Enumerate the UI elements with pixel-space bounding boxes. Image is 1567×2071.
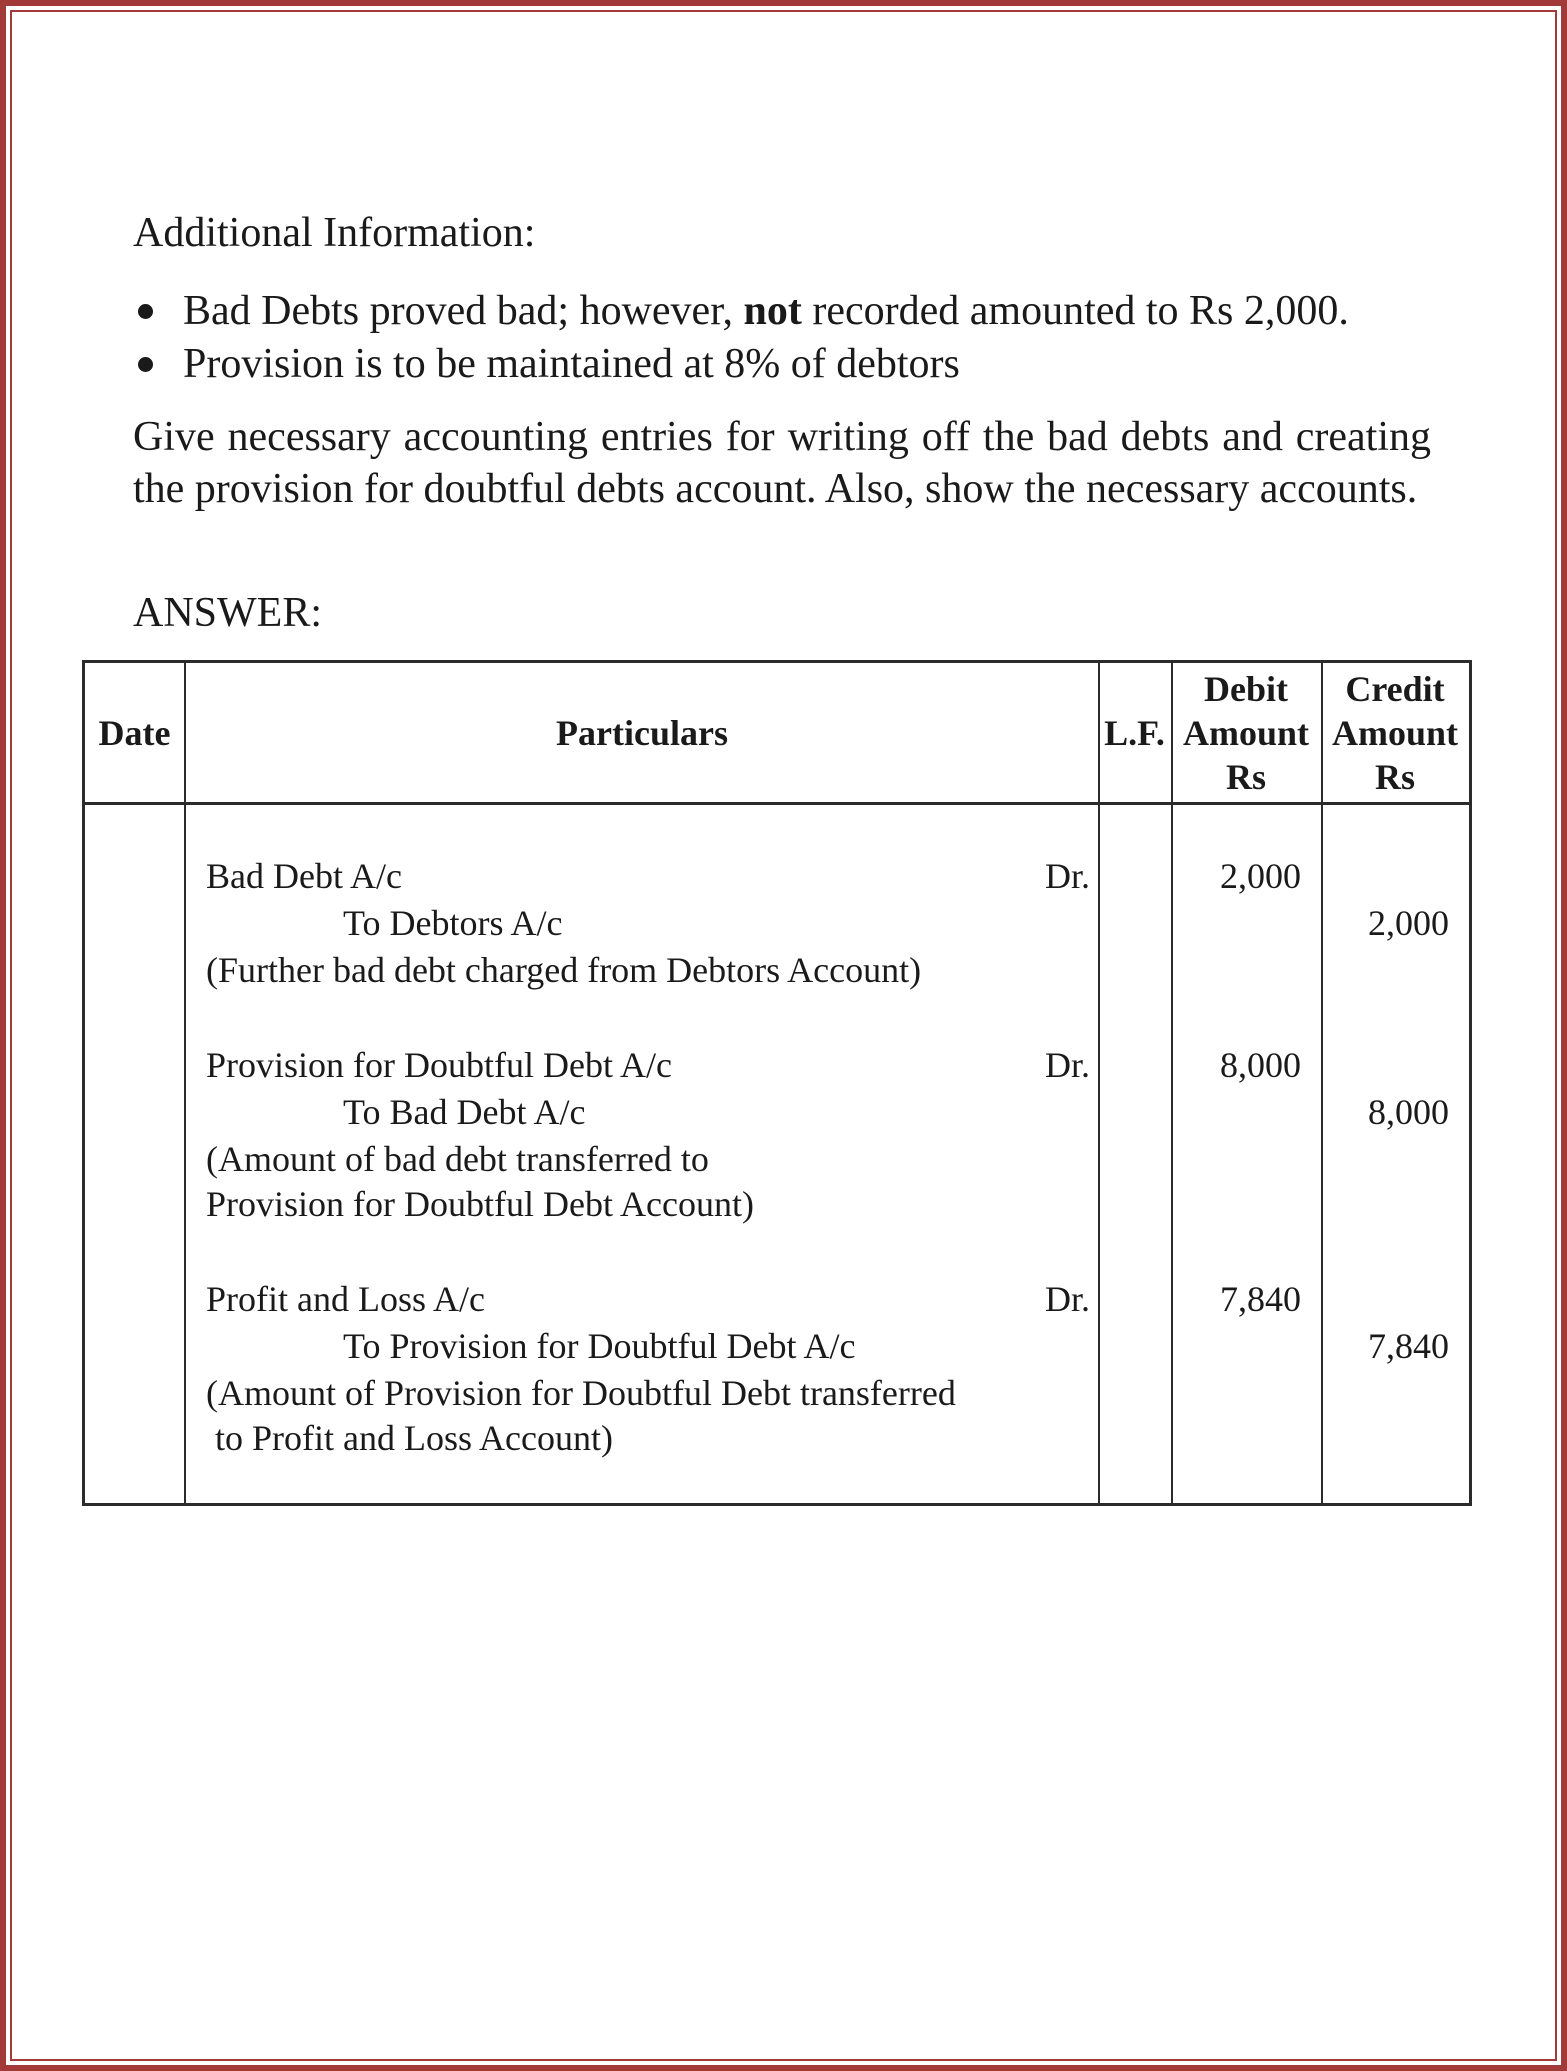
- header-debit-line: Rs: [1225, 756, 1266, 797]
- entry-dr-label: Dr.: [1045, 1045, 1090, 1085]
- entry-narration: (Amount of Provision for Doubtful Debt transferred: [206, 1373, 956, 1413]
- additional-info-list: [133, 285, 1349, 391]
- entry-debit-account: Provision for Doubtful Debt A/c: [206, 1045, 672, 1085]
- list-item: [133, 285, 1349, 338]
- header-particulars: Particulars: [556, 712, 728, 753]
- entry-credit-amount: 8,000: [1368, 1092, 1449, 1132]
- journal-entry-table: [82, 660, 1472, 1506]
- entry-credit-amount: 2,000: [1368, 903, 1449, 943]
- entry-dr-label: Dr.: [1045, 1279, 1090, 1319]
- header-debit-line: Debit: [1204, 668, 1288, 709]
- question-line: Give necessary accounting entries for writing off the bad debts and: [133, 414, 1283, 460]
- additional-info-heading: Additional Information:: [133, 210, 536, 256]
- header-debit-amount: [1171, 663, 1321, 802]
- header-debit-line: Amount: [1182, 712, 1310, 753]
- entry-debit-amount: 7,840: [1220, 1279, 1301, 1319]
- bullet-text-bold: not: [743, 288, 802, 334]
- header-date: Date: [98, 712, 171, 753]
- entry-dr-label: Dr.: [1045, 856, 1090, 896]
- bullet-icon: [138, 357, 153, 372]
- entry-debit-amount: 8,000: [1220, 1045, 1301, 1085]
- header-divider: [85, 802, 1469, 805]
- bullet-text: Provision is to be maintained at 8% of debtors: [183, 341, 960, 387]
- question-line: creating the provision for doubtful debts account. Also, show the: [133, 414, 1432, 512]
- entry-narration: (Further bad debt charged from Debtors Account): [206, 950, 922, 990]
- entry-debit-account: Bad Debt A/c: [206, 856, 402, 896]
- entry-narration: to Profit and Loss Account): [206, 1418, 613, 1458]
- entry-narration: Provision for Doubtful Debt Account): [206, 1184, 754, 1224]
- header-credit-line: Rs: [1374, 756, 1415, 797]
- list-item: [133, 338, 1349, 391]
- header-lf: L.F.: [1104, 712, 1165, 753]
- entry-credit-account: To Provision for Doubtful Debt A/c: [343, 1326, 856, 1366]
- bullet-text-before: Bad Debts proved bad; however,: [183, 288, 744, 334]
- entry-debit-account: Profit and Loss A/c: [206, 1279, 485, 1319]
- entry-credit-account: To Debtors A/c: [343, 903, 563, 943]
- header-credit-line: Credit: [1345, 668, 1445, 709]
- question-line: necessary accounts.: [1086, 466, 1418, 512]
- entry-credit-amount: 7,840: [1368, 1326, 1449, 1366]
- bullet-icon: [138, 304, 153, 319]
- answer-label: ANSWER:: [133, 590, 322, 636]
- question-text: [133, 411, 1431, 515]
- header-credit-line: Amount: [1331, 712, 1459, 753]
- entry-debit-amount: 2,000: [1220, 856, 1301, 896]
- entry-credit-account: To Bad Debt A/c: [343, 1092, 586, 1132]
- header-credit-amount: [1321, 663, 1469, 802]
- entry-narration: (Amount of bad debt transferred to: [206, 1139, 709, 1179]
- bullet-text-after: recorded amounted to Rs 2,000.: [801, 288, 1349, 334]
